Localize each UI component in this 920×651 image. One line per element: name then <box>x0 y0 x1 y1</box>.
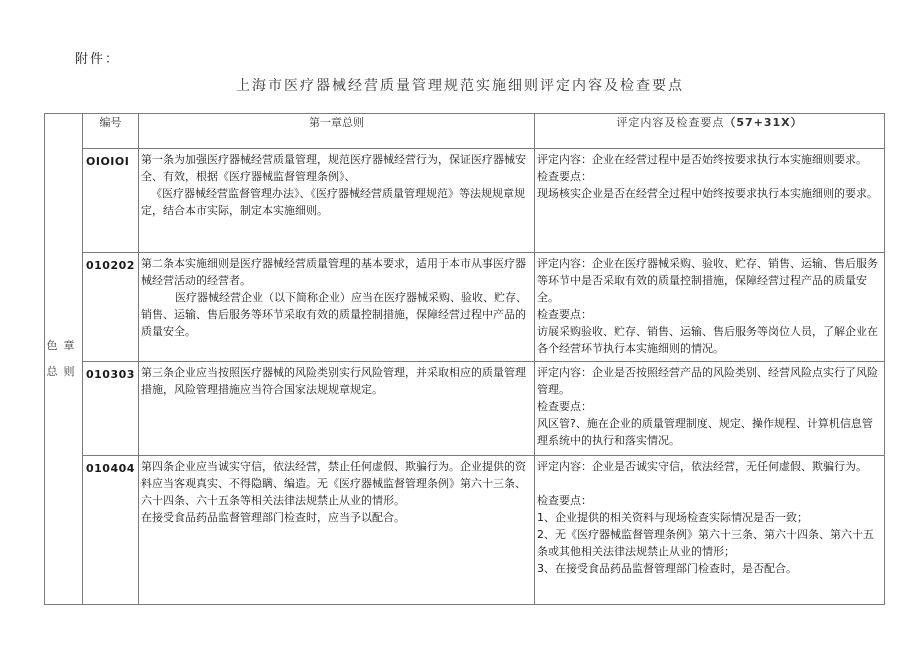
row-check: 评定内容：企业是否诚实守信，依法经营，无任何虚假、欺骗行为。 检查要点： 1、企业提供的相关资料与现场检查实际情况是否一致； 2、无《医疗器械监督管理条例》第六十三条、第六十四条、第六十五条或其他相关法律法规禁止从业的情形； 3、在接受食品药品监督管理部门检查时，是否配合。 <box>535 456 885 605</box>
header-criteria: 评定内容及检查要点（57+31X） <box>535 114 885 149</box>
table-header-row <box>45 114 885 149</box>
criteria-count: （57+31X） <box>724 116 803 129</box>
row-check: 评定内容：企业在经营过程中是否始终按要求执行本实施细则要求。 检查要点： 现场核实企业是否在经营全过程中始终按要求执行本实施细则的要求。 <box>535 149 885 253</box>
row-article: 第三条企业应当按照医疗器械的风险类别实行风险管理，并采取相应的质量管理措施，风险管理措施应当符合国家法规规章规定。 <box>139 362 535 456</box>
row-article: 第一条为加强医疗器械经营质量管理，规范医疗器械经营行为，保证医疗器械安全、有效，根据《医疗器械监督管理条例》、 《医疗器械经营监督管理办法》、《医疗器械经营质量管理规范》等法规规章规定，结合本市实际，制定本实施细则。 <box>139 149 535 253</box>
table-row <box>45 456 885 605</box>
header-chapter: 第一章总则 <box>139 114 535 149</box>
row-check: 评定内容：企业是否按照经营产品的风险类别、经营风险点实行了风险管理。 检查要点： 风区管?、施在企业的质量管理制度、规定、操作规程、计算机信息管理系统中的执行和落实情况。 <box>535 362 885 456</box>
attachment-label: 附件： <box>75 52 121 67</box>
row-code: 010202 <box>83 253 139 362</box>
criteria-table <box>44 113 885 605</box>
chapter-label-line2: 总则 <box>46 365 81 378</box>
row-article: 第二条本实施细则是医疗器械经营质量管理的基本要求，适用于本市从事医疗器械经营活动的经营者。 医疗器械经营企业（以下简称企业）应当在医疗器械采购、验收、贮存、销售、运输、售后服务等环节采取有效的质量控制措施，保障经营过程中产品的质量安全。 <box>139 253 535 362</box>
header-code: 编号 <box>83 114 139 149</box>
table-row <box>45 149 885 253</box>
row-article: 第四条企业应当诚实守信，依法经营，禁止任何虚假、欺骗行为。企业提供的资料应当客观真实、不得隐瞒、编造。无《医疗器械监督管理条例》第六十三条、六十四条、六十五条等相关法律法规禁止从业的情形。 在接受食品药品监督管理部门检查时，应当予以配合。 <box>139 456 535 605</box>
table-row <box>45 253 885 362</box>
document-title: 上海市医疗器械经营质量管理规范实施细则评定内容及检查要点 <box>236 78 684 94</box>
row-code: 010404 <box>83 456 139 605</box>
row-code: 010303 <box>83 362 139 456</box>
chapter-label-line1: 色章 <box>46 339 81 352</box>
chapter-label-cell <box>45 114 83 605</box>
row-code: OIOIOI <box>83 149 139 253</box>
row-check: 评定内容：企业在医疗器械采购、验收、贮存、销售、运输、售后服务等环节中是否采取有效的质量控制措施，保障经营过程产品的质量安全。 检查要点： 访展采购验收、贮存、销售、运输、售后服务等岗位人员，了解企业在各个经营环节执行本实施细则的情况。 <box>535 253 885 362</box>
table-row <box>45 362 885 456</box>
